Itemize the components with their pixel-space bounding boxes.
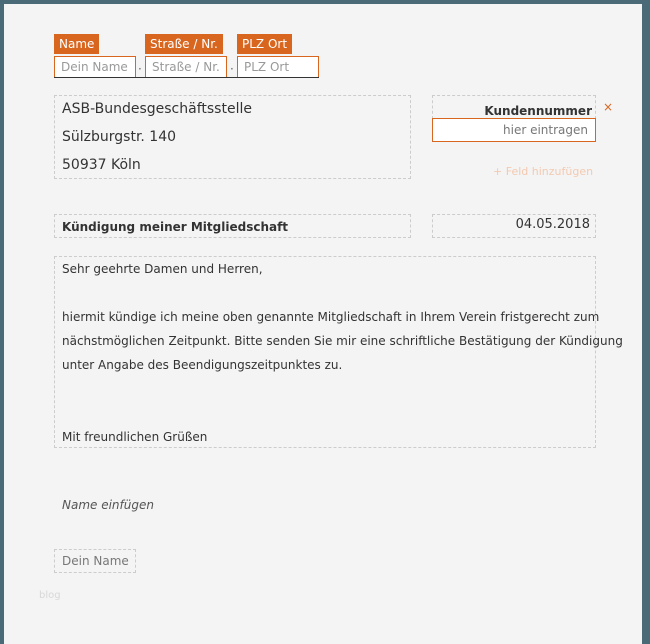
sender-separator: · <box>230 62 234 76</box>
recipient-line: 50937 Köln <box>62 157 141 173</box>
sender-name-label: Name <box>54 34 99 54</box>
signature-name-hint[interactable]: Name einfügen <box>62 498 154 512</box>
sender-street-label: Straße / Nr. <box>145 34 223 54</box>
add-field-link[interactable]: + Feld hinzufügen <box>493 165 594 178</box>
letter-body-line: nächstmöglichen Zeitpunkt. Bitte senden Sie mir eine schriftliche Bestätigung der Kündigung <box>62 334 623 348</box>
letter-salutation: Sehr geehrte Damen und Herren, <box>62 262 263 276</box>
letter-page <box>4 4 642 644</box>
sender-street-input[interactable]: Straße / Nr. <box>145 56 227 78</box>
sender-name-input[interactable]: Dein Name <box>54 56 136 78</box>
recipient-line: ASB-Bundesgeschäftsstelle <box>62 101 252 117</box>
customer-number-input[interactable]: hier eintragen <box>432 118 596 142</box>
recipient-line: Sülzburgstr. 140 <box>62 129 177 145</box>
sender-city-input[interactable]: PLZ Ort <box>237 56 319 78</box>
signature-name-field[interactable]: Dein Name <box>54 549 136 573</box>
watermark-text: blog <box>39 590 61 601</box>
letter-body-box[interactable] <box>54 256 596 448</box>
sender-city-label: PLZ Ort <box>237 34 292 54</box>
letter-body-line: hiermit kündige ich meine oben genannte Mitgliedschaft in Ihrem Verein fristgerecht zum <box>62 310 600 324</box>
customer-number-label: Kundennummer <box>484 104 592 118</box>
sender-separator: · <box>138 62 142 76</box>
letter-date: 04.05.2018 <box>515 217 590 232</box>
letter-closing: Mit freundlichen Grüßen <box>62 430 208 444</box>
remove-icon[interactable]: × <box>603 100 614 114</box>
sender-underline <box>54 77 319 78</box>
letter-body-line: unter Angabe des Beendigungszeitpunktes zu. <box>62 358 343 372</box>
letter-subject: Kündigung meiner Mitgliedschaft <box>62 220 289 234</box>
